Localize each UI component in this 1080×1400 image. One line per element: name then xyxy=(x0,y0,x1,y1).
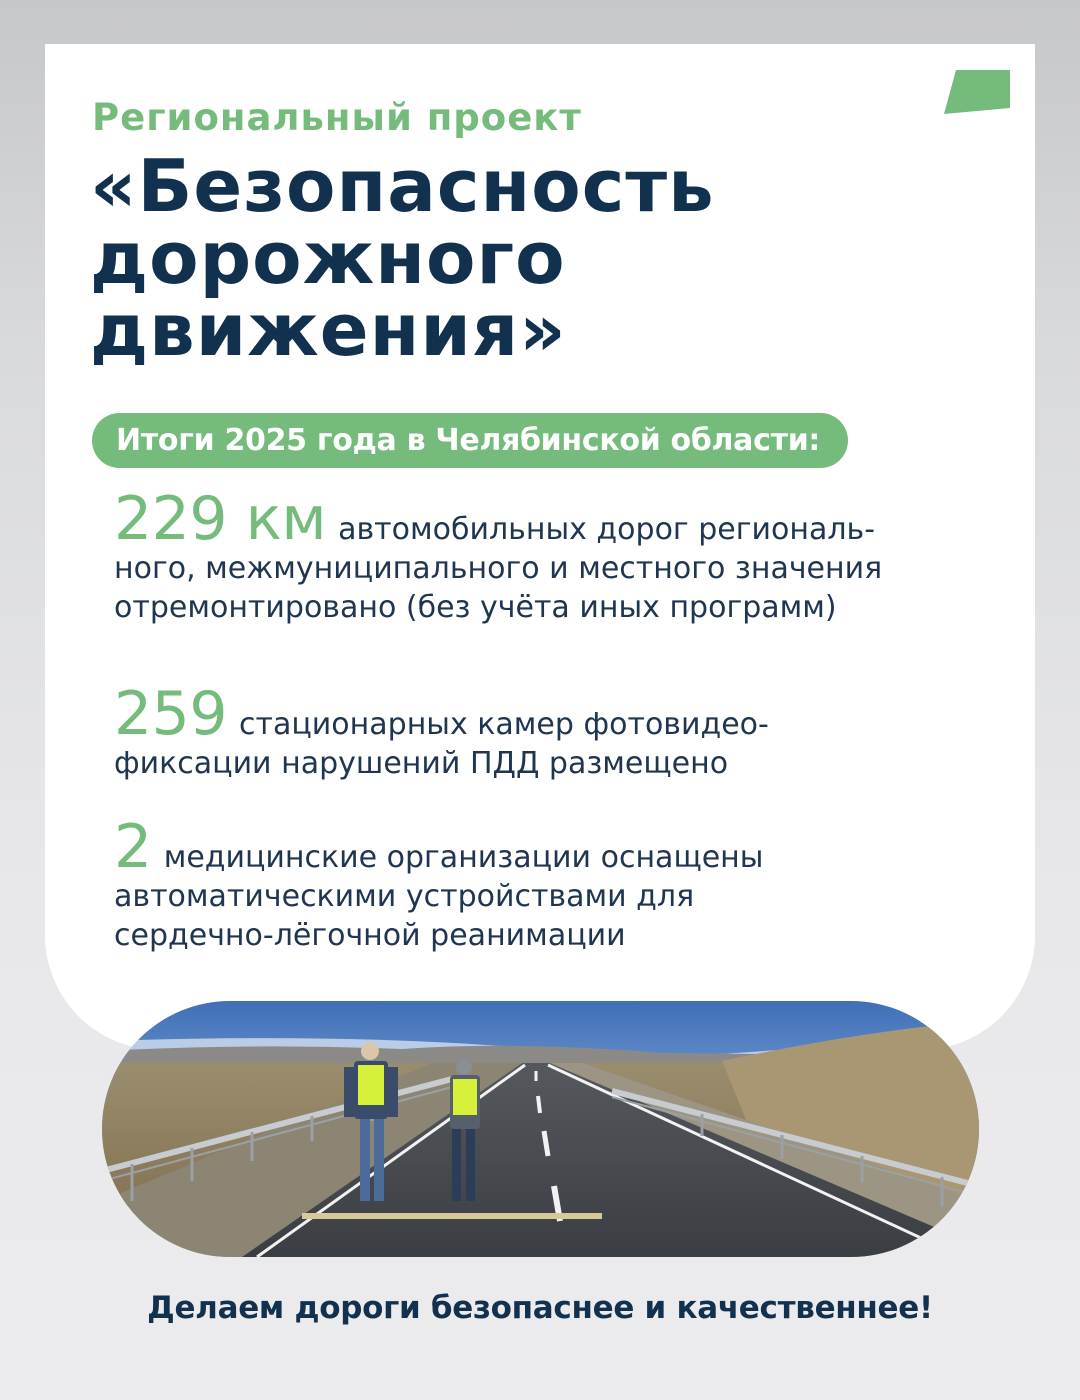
stat-value: 2 xyxy=(114,812,152,882)
title-line: «Безопасность xyxy=(90,144,715,228)
stat-roads xyxy=(114,484,883,627)
stat-value: 229 км xyxy=(114,484,327,554)
stat-text: ного, межмуниципального и местного значения xyxy=(114,551,883,586)
stat-medical xyxy=(114,812,764,955)
project-title xyxy=(90,144,715,372)
title-line: дорожного xyxy=(90,216,566,300)
project-subtitle: Региональный проект xyxy=(92,96,582,139)
title-line: движения» xyxy=(90,288,567,372)
stat-text: автомобильных дорог региональ- xyxy=(338,512,876,547)
results-badge: Итоги 2025 года в Челябинской области: xyxy=(92,413,848,468)
stat-cameras xyxy=(114,679,769,783)
road-scene-image xyxy=(102,1001,979,1257)
stat-value: 259 xyxy=(114,679,228,749)
stat-text: стационарных камер фотовидео- xyxy=(239,707,769,742)
stat-text: сердечно-лёгочной реанимации xyxy=(114,918,626,953)
stat-text: фиксации нарушений ПДД размещено xyxy=(114,746,729,781)
stat-text: медицинские организации оснащены xyxy=(163,840,764,875)
brand-logo-icon xyxy=(942,68,1012,116)
footer-slogan: Делаем дороги безопаснее и качественнее! xyxy=(147,1290,933,1326)
road-photo xyxy=(102,1001,979,1257)
stat-text: автоматическими устройствами для xyxy=(114,879,695,914)
stat-text: отремонтировано (без учёта иных программ) xyxy=(114,590,837,625)
